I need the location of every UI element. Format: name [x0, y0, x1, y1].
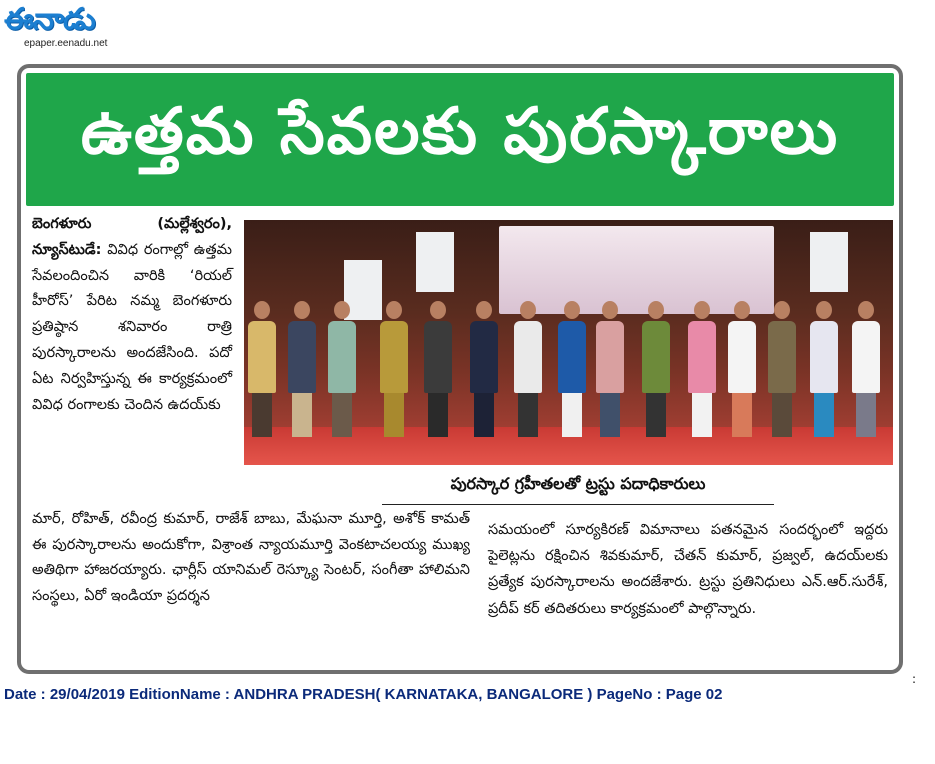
person — [688, 301, 716, 437]
event-photo — [244, 220, 893, 465]
person — [470, 301, 498, 437]
person — [514, 301, 542, 437]
masthead — [4, 2, 144, 52]
article-left-column — [32, 212, 232, 418]
person — [642, 301, 670, 437]
article-bottom-right-column — [488, 517, 888, 622]
edition-info-footer: Date : 29/04/2019 EditionName : ANDHRA PRADESH( KARNATAKA, BANGALORE ) PageNo : Page 02 — [4, 686, 723, 703]
article-bottom-left-column — [32, 507, 470, 609]
person — [768, 301, 796, 437]
person — [852, 301, 880, 437]
dateline: బెంగళూరు (మల్లేశ్వరం), న్యూస్‌టుడే: — [32, 216, 232, 258]
eenadu-logo[interactable]: ఈనాడు — [4, 2, 95, 37]
person — [248, 301, 276, 437]
site-url[interactable]: epaper.eenadu.net — [24, 38, 108, 49]
person — [328, 301, 356, 437]
person — [728, 301, 756, 437]
person — [424, 301, 452, 437]
person — [558, 301, 586, 437]
person — [810, 301, 838, 437]
person — [596, 301, 624, 437]
photo-caption: పురస్కార గ్రహీతలతో ట్రస్టు పదాధికారులు — [382, 466, 774, 505]
standee-banner — [810, 232, 848, 292]
headline-banner — [26, 73, 894, 206]
person — [380, 301, 408, 437]
article-text-left: వివిధ రంగాల్లో ఉత్తమ సేవలందించిన వారికి ‘రియల్ హీరోస్’ పేరిట నమ్మ బెంగళూరు ప్రతిష్ఠాన శనివారం రాత్రి పురస్కారాలను అందజేసింది. పదో ఏట నిర్వహిస్తున్న ఈ కార్యక్రమంలో వివిధ రంగాలకు చెందిన ఉదయ్‌కు — [32, 241, 232, 413]
standee-banner — [416, 232, 454, 292]
separator-dot: : — [912, 672, 917, 686]
article-text-bottom-right: సమయంలో సూర్యకిరణ్ విమానాలు పతనమైన సందర్భంలో ఇద్దరు పైలెట్లను రక్షించిన శివకుమార్, చేతన్ కుమార్, ప్రజ్వల్, ఉదయ్‌లకు ప్రత్యేక పురస్కారాలను అందజేశారు. ట్రస్టు ప్రతినిధులు ఎన్.ఆర్.సురేశ్, ప్రదీప్ కర్ తదితరులు కార్యక్రమంలో పాల్గొన్నారు. — [488, 522, 888, 617]
person — [288, 301, 316, 437]
headline: ఉత్తమ సేవలకు పురస్కారాలు — [80, 95, 840, 169]
article-text-bottom-left: మార్, రోహిత్, రవీంద్ర కుమార్, రాజేశ్ బాబు, మేఘనా మూర్తి, అశోక్ కామత్ ఈ పురస్కారాలను అందుకోగా, విశ్రాంత న్యాయమూర్తి వెంకటాచలయ్య ముఖ్య అతిథిగా హాజరయ్యారు. ఛార్లీస్ యానిమల్ రెస్క్యూ సెంటర్, సంగీతా హాలిమని సంస్థలు, ఏరో ఇండియా ప్రదర్శన — [32, 511, 470, 604]
